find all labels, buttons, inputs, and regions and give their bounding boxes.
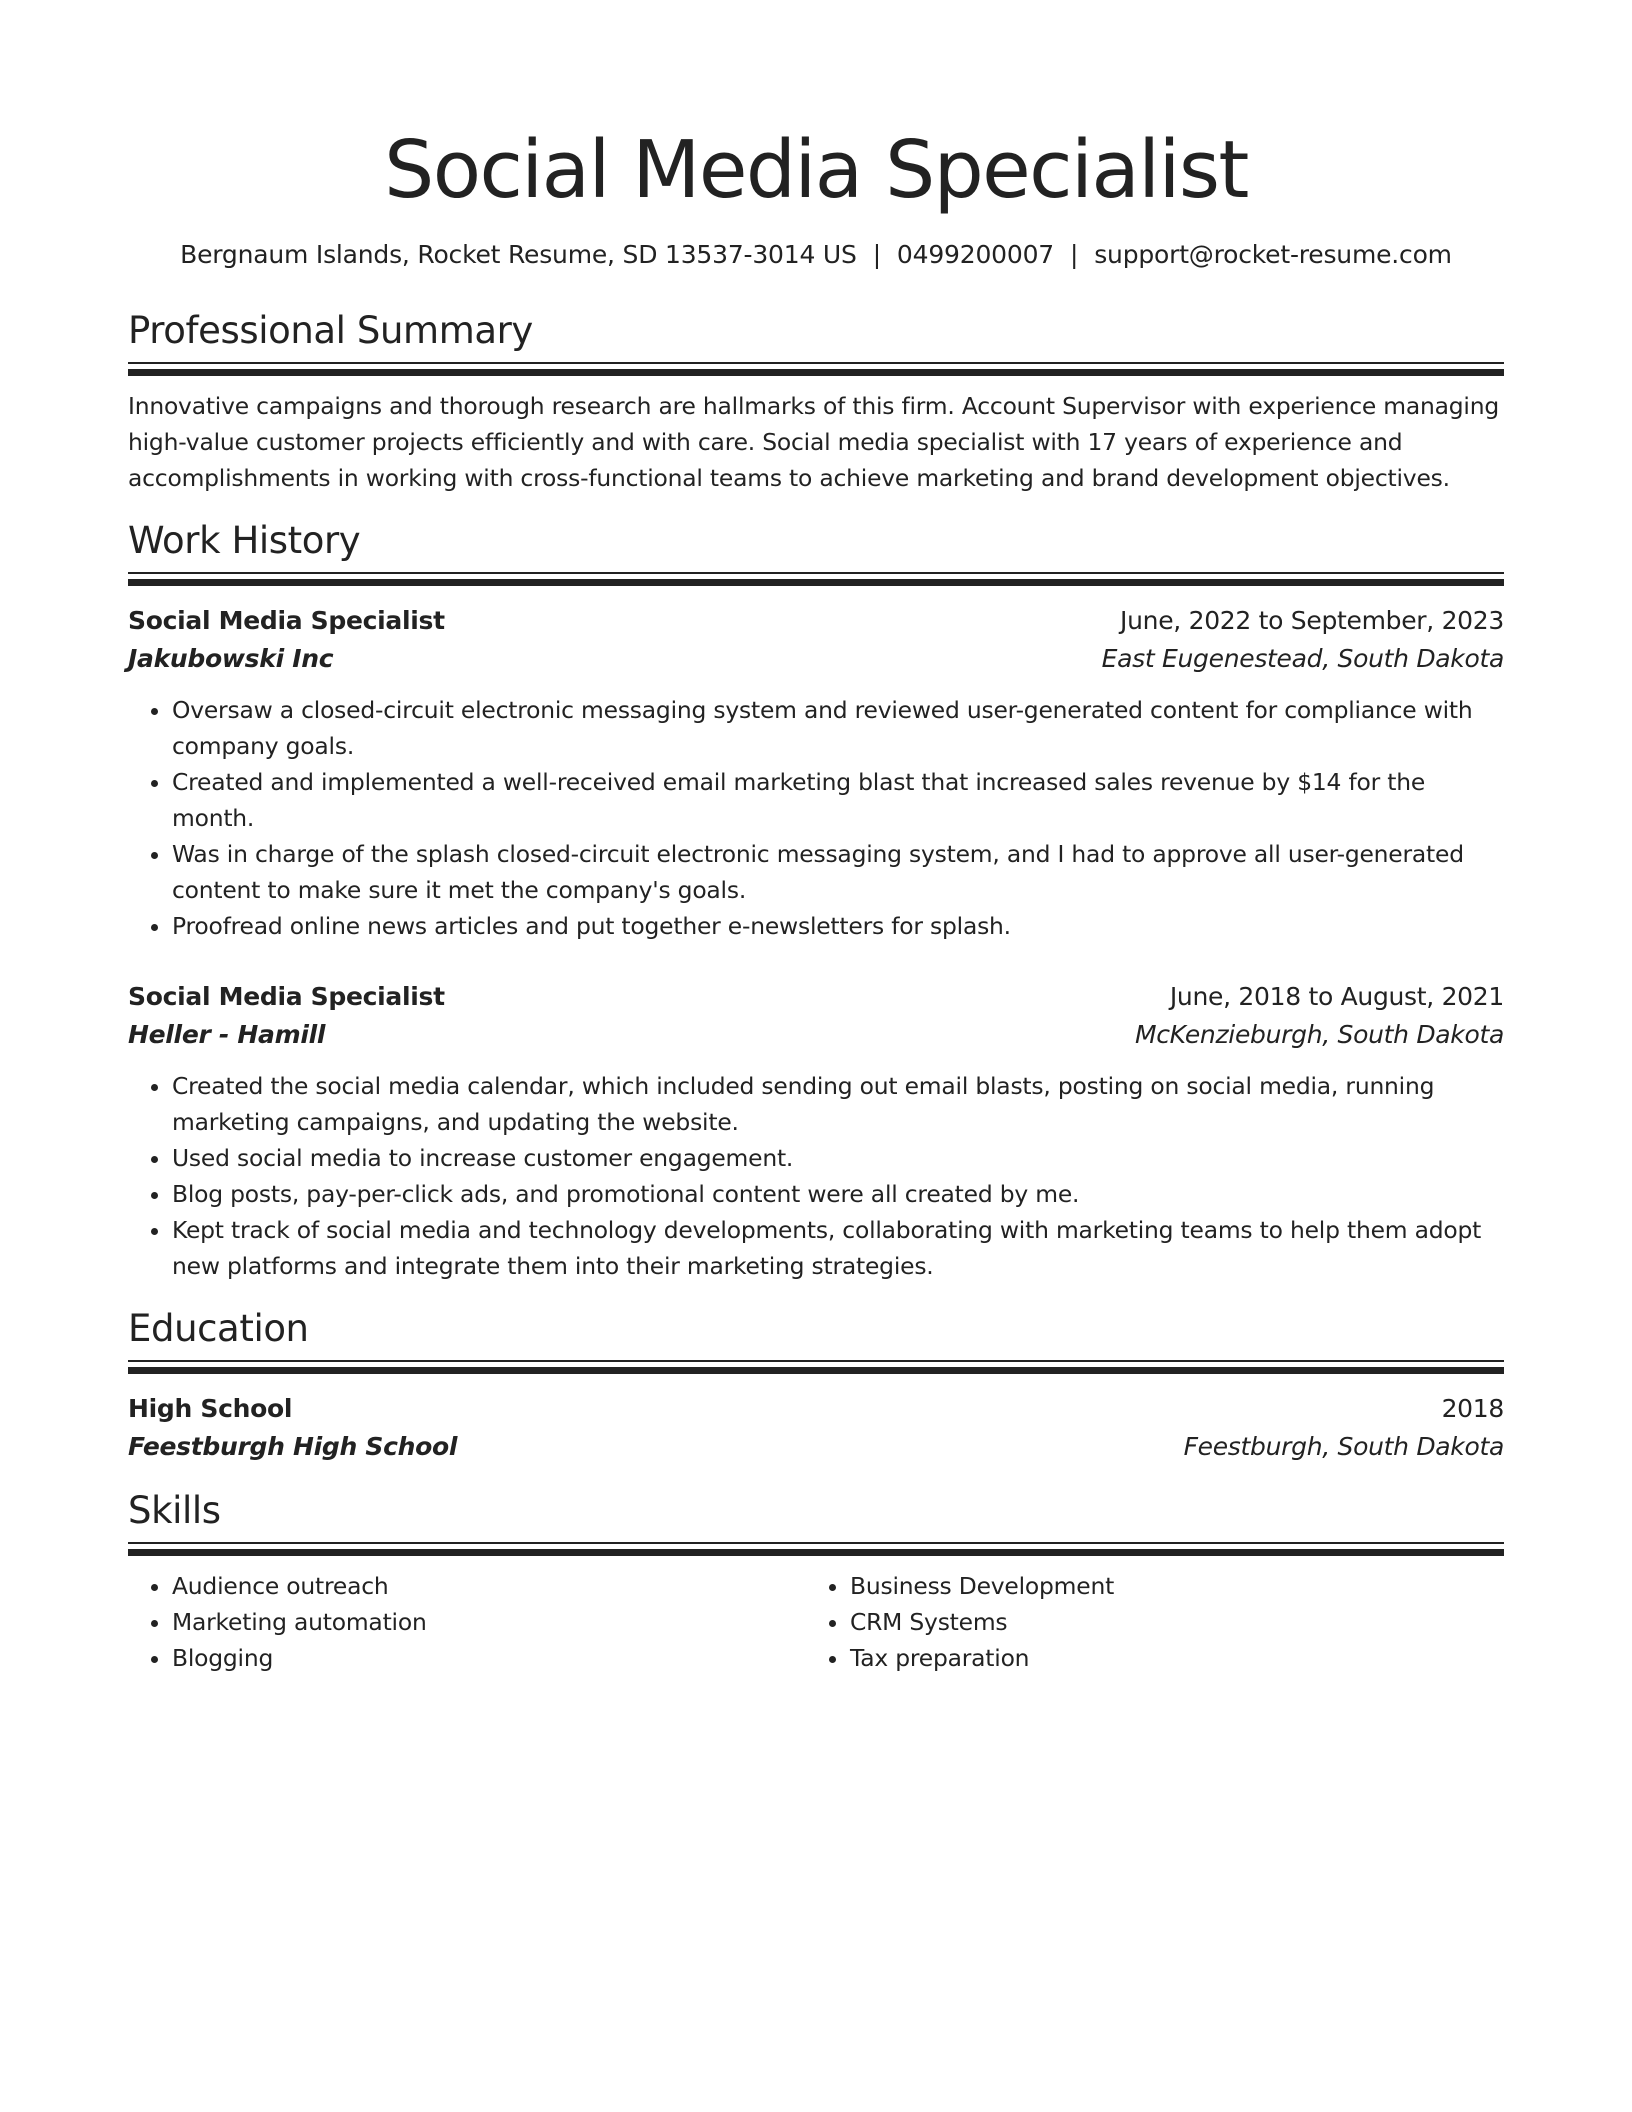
job-bullet: • Created and implemented a well-received email marketing blast that increased sales revenue by $14 for the month.	[172, 764, 1504, 836]
job-bullet-list	[128, 1068, 1504, 1284]
section-divider	[128, 362, 1504, 376]
job-company-row	[128, 640, 1504, 678]
job-location: East Eugenestead, South Dakota	[1101, 644, 1504, 673]
skills-columns	[128, 1568, 1504, 1676]
work-history-section	[128, 520, 1504, 1284]
job-dates: June, 2022 to September, 2023	[1120, 606, 1504, 635]
section-title-work-history: Work History	[128, 519, 361, 562]
job-header-row	[128, 978, 1504, 1016]
skills-section	[128, 1490, 1504, 1676]
resume-name: Social Media Specialist	[384, 124, 1248, 216]
section-divider	[128, 1542, 1504, 1556]
resume-page	[128, 120, 1504, 1676]
job-title: Social Media Specialist	[128, 606, 445, 635]
education-school-row	[128, 1428, 1504, 1466]
section-title-skills: Skills	[128, 1489, 221, 1532]
job-dates: June, 2018 to August, 2021	[1169, 982, 1504, 1011]
contact-phone: 0499200007	[896, 240, 1054, 269]
skill-item: • Tax preparation	[850, 1640, 1484, 1676]
job-bullet-list	[128, 692, 1504, 944]
section-title-summary: Professional Summary	[128, 309, 533, 352]
summary-section	[128, 310, 1504, 496]
job-title: Social Media Specialist	[128, 982, 445, 1011]
skill-item: • Blogging	[172, 1640, 806, 1676]
job-company: Jakubowski Inc	[128, 644, 334, 673]
section-divider	[128, 572, 1504, 586]
section-divider	[128, 1360, 1504, 1374]
job-company-row	[128, 1016, 1504, 1054]
job-bullet: • Proofread online news articles and put together e-newsletters for splash.	[172, 908, 1504, 944]
education-degree: High School	[128, 1394, 293, 1423]
job-entry	[128, 978, 1504, 1284]
skill-item: • Marketing automation	[172, 1604, 806, 1640]
contact-address: Bergnaum Islands, Rocket Resume, SD 13537-3014 US	[180, 240, 857, 269]
skill-item: • CRM Systems	[850, 1604, 1484, 1640]
education-school: Feestburgh High School	[128, 1432, 458, 1461]
section-title-education: Education	[128, 1307, 309, 1350]
contact-line	[128, 238, 1504, 272]
summary-text: Innovative campaigns and thorough research are hallmarks of this firm. Account Supervisor with experience managing high-value customer projects efficiently and with care. Social media specialist with 17 years of experience and accomplishments in working with cross-functional teams to achieve marketing and brand development objectives.	[128, 392, 1499, 492]
job-location: McKenzieburgh, South Dakota	[1134, 1020, 1504, 1049]
education-year: 2018	[1441, 1394, 1504, 1423]
contact-email: support@rocket-resume.com	[1094, 240, 1452, 269]
contact-separator: |	[1069, 240, 1079, 269]
job-company: Heller - Hamill	[128, 1020, 326, 1049]
education-header-row	[128, 1390, 1504, 1428]
skill-item: • Business Development	[850, 1568, 1484, 1604]
skills-list-right	[806, 1568, 1484, 1676]
job-bullet: • Used social media to increase customer engagement.	[172, 1140, 1504, 1176]
job-bullet: • Was in charge of the splash closed-circuit electronic messaging system, and I had to approve all user-generated content to make sure it met the company's goals.	[172, 836, 1504, 908]
contact-separator: |	[872, 240, 881, 269]
job-entry	[128, 602, 1504, 944]
education-section	[128, 1308, 1504, 1466]
education-entry	[128, 1390, 1504, 1466]
job-bullet: • Blog posts, pay-per-click ads, and promotional content were all created by me.	[172, 1176, 1504, 1212]
job-header-row	[128, 602, 1504, 640]
job-bullet: • Kept track of social media and technology developments, collaborating with marketing teams to help them adopt new platforms and integrate them into their marketing strategies.	[172, 1212, 1504, 1284]
job-bullet: • Oversaw a closed-circuit electronic messaging system and reviewed user-generated content for compliance with company goals.	[172, 692, 1504, 764]
skills-list-left	[128, 1568, 806, 1676]
job-bullet: • Created the social media calendar, which included sending out email blasts, posting on social media, running marketing campaigns, and updating the website.	[172, 1068, 1504, 1140]
education-location: Feestburgh, South Dakota	[1183, 1432, 1504, 1461]
skill-item: • Audience outreach	[172, 1568, 806, 1604]
